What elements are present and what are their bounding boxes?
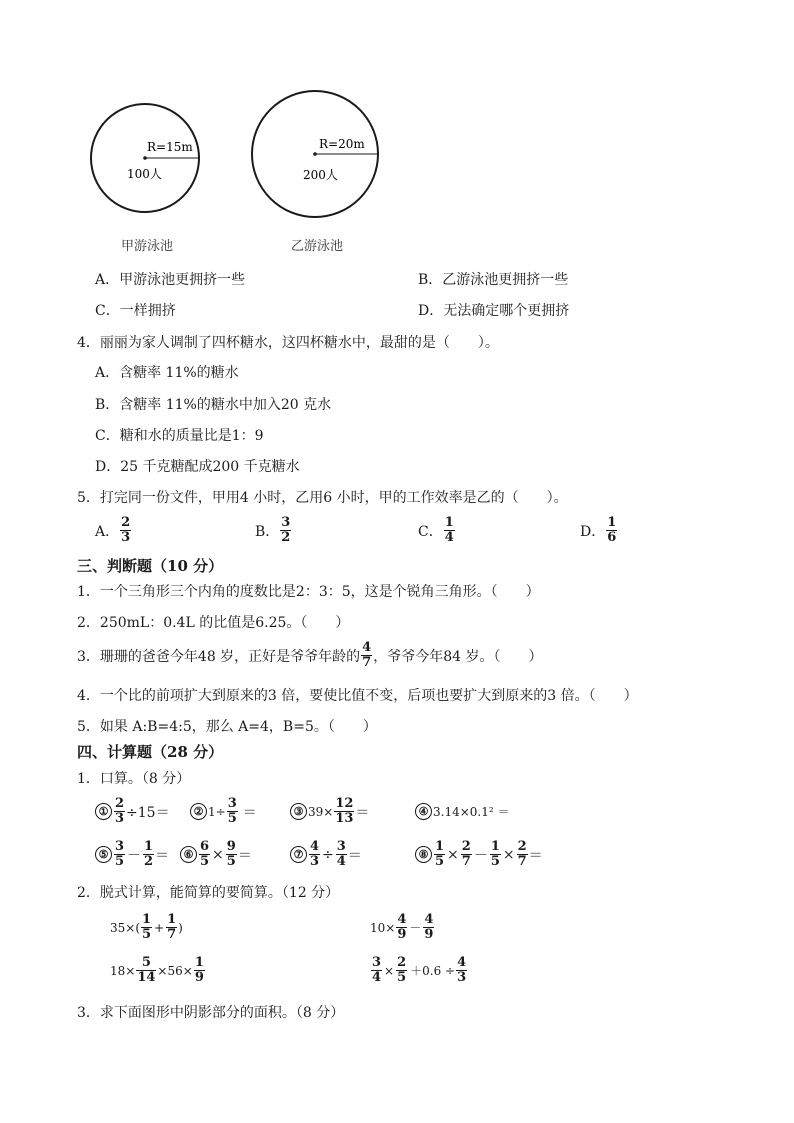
s3-q1: 1．一个三角形三个内角的度数比是2：3：5，这是个锐角三角形。（ ） (77, 584, 540, 600)
oral-4: ④ 3.14×0.1² ＝ (415, 803, 509, 820)
s3-q3: 3．珊珊的爸爸今年48 岁，正好是爷爷年龄的 $\frac{4}{7}$ ，爷爷今年84 岁。（ ） (77, 640, 543, 670)
pool-a-center-dot (143, 156, 147, 160)
oral-1: ① $\frac{2}{3}$ ÷15＝ (95, 797, 170, 826)
q4-option-b: B．含糖率 11%的糖水中加入20 克水 (95, 397, 332, 413)
q3-option-b: B．乙游泳池更拥挤一些 (418, 272, 569, 288)
oral-2: ② 1÷ $\frac{3}{5}$ ＝ (190, 797, 257, 826)
area-title: 3．求下面图形中阴影部分的面积。（8 分） (77, 1005, 345, 1021)
q5-stem: 5．打完同一份文件，甲用4 小时，乙用6 小时，甲的工作效率是乙的（ ）。 (77, 490, 568, 506)
pool-a-name: 甲游泳池 (121, 239, 174, 254)
s3-q2: 2．250mL：0.4L 的比值是6.25。（ ） (77, 615, 350, 631)
oral-5: ⑤ $\frac{3}{5}$ － $\frac{1}{2}$ ＝ (95, 840, 169, 869)
oral-7: ⑦ $\frac{4}{3}$ ÷ $\frac{3}{4}$ ＝ (290, 840, 362, 869)
q4-option-a: A．含糖率 11%的糖水 (95, 365, 239, 381)
calc-1: 35×( $\frac{1}{5}$ + $\frac{1}{7}$ ) (110, 912, 183, 942)
q4-option-d: D．25 千克糖配成200 千克糖水 (95, 459, 300, 475)
s3-q5: 5．如果 A:B=4:5，那么 A=4，B=5。（ ） (77, 719, 377, 735)
calc-2: 10× $\frac{4}{9}$ － $\frac{4}{9}$ (370, 912, 434, 942)
pool-a-radius-label: R=15m (147, 140, 193, 154)
pools-figure (85, 82, 405, 267)
q3-option-a: A．甲游泳池更拥挤一些 (95, 272, 246, 288)
calc-3: 18× $\frac{5}{14}$ ×56× $\frac{1}{9}$ (110, 955, 204, 985)
q5-option-d: D． $\frac{1}{6}$ (580, 515, 617, 545)
q3-option-c: C．一样拥挤 (95, 303, 176, 319)
q5-option-b: B． $\frac{3}{2}$ (255, 515, 291, 545)
calc-4: $\frac{3}{4}$ × $\frac{2}{5}$ ＋0.6 ÷ $\frac{4}{3}$ (372, 955, 467, 985)
pool-b-people: 200人 (303, 168, 338, 182)
oral-3: ③ 39× $\frac{12}{13}$ ＝ (290, 797, 369, 826)
s3-q4: 4．一个比的前项扩大到原来的3 倍，要使比值不变，后项也要扩大到原来的3 倍。（ ） (77, 688, 638, 704)
pool-a-people: 100人 (127, 167, 162, 181)
section4-title: 四、计算题（28 分） (77, 743, 224, 761)
q3-option-d: D．无法确定哪个更拥挤 (418, 303, 570, 319)
calc-title: 2．脱式计算，能简算的要简算。（12 分） (77, 885, 340, 901)
q5-option-c: C． $\frac{1}{4}$ (418, 515, 454, 545)
pool-b-center-dot (313, 152, 317, 156)
q4-option-c: C．糖和水的质量比是1：9 (95, 428, 264, 444)
q4-stem: 4．丽丽为家人调制了四杯糖水，这四杯糖水中，最甜的是（ ）。 (77, 335, 499, 351)
section3-title: 三、判断题（10 分） (77, 557, 224, 575)
pool-b-radius-label: R=20m (319, 137, 365, 151)
oral-8: ⑧ $\frac{1}{5}$ × $\frac{2}{7}$ － $\frac{1}{5}$ × $\frac{2}{7}$ ＝ (415, 840, 543, 869)
pool-b-name: 乙游泳池 (291, 239, 344, 254)
oral-6: ⑥ $\frac{6}{5}$ × $\frac{9}{5}$ ＝ (180, 840, 252, 869)
oral-title: 1．口算。（8 分） (77, 771, 191, 787)
q5-option-a: A． $\frac{2}{3}$ (95, 515, 131, 545)
